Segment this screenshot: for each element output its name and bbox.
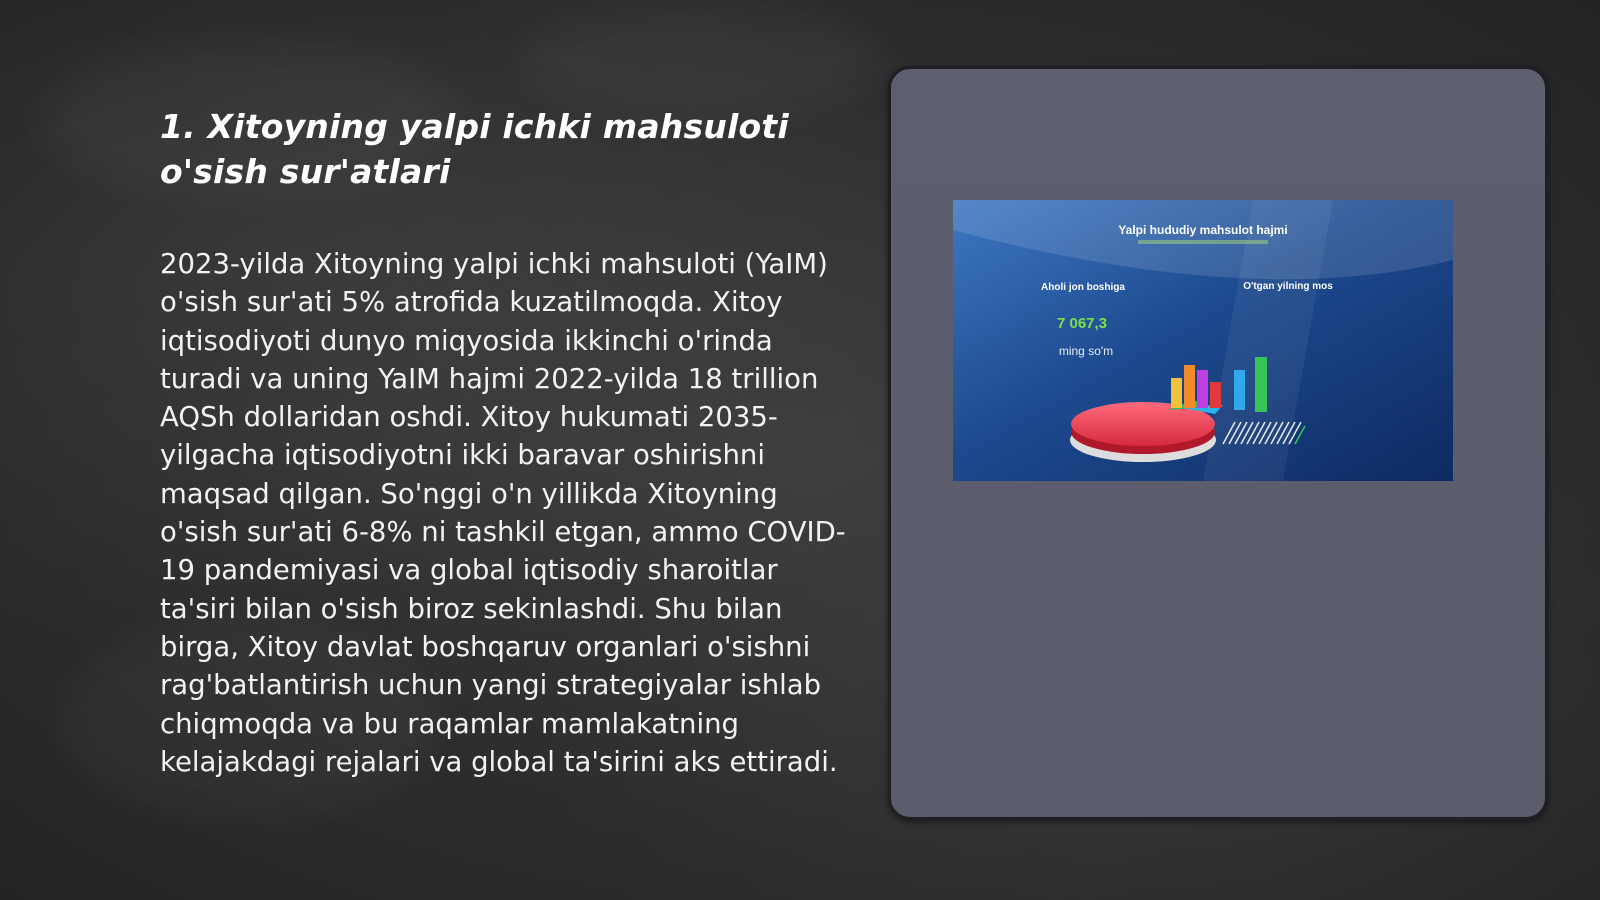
bar-yellow [1171, 378, 1182, 408]
image-heading: Yalpi hududiy mahsulot hajmi [1118, 223, 1288, 237]
image-placeholder-panel [888, 66, 1548, 820]
pie-chart-graphic [1070, 400, 1223, 462]
value-figure: 7 067,3 [1056, 315, 1108, 332]
slide-body-text: 2023-yilda Xitoyning yalpi ichki mahsuloti (YaIM) o'sish sur'ati 5% atrofida kuzatilmoqda. Xitoy iqtisodiyoti dunyo miqyosida ikkinchi o'rinda turadi va uning YaIM hajmi 2022-yilda 18 trillion AQSh dollaridan oshdi. Xitoy hukumati 2035-yilgacha iqtisodiyotni ikki baravar oshirishni maqsad qilgan. So'nggi o'n yillikda Xitoyning o'sish sur'ati 6-8% ni tashkil etgan, ammo COVID-19 pandemiyasi va global iqtisodiy sharoitlar ta'siri bilan o'sish biroz sekinlashdi. Shu bilan birga, Xitoy davlat boshqaruv organlari o'sishni rag'batlantirish uchun yangi strategiyalar ishlab chiqmoqda va bu raqamlar mamlakatning kelajakdagi rejalari va global ta'sirini aks ettiradi. [160, 248, 846, 778]
bar-red [1210, 382, 1221, 408]
bar-purple [1197, 370, 1208, 408]
gdp-infographic-image [953, 200, 1453, 481]
left-caption: Aholi jon boshiga [1041, 282, 1125, 293]
right-caption: O'tgan yilning mos [1243, 281, 1333, 292]
value-unit: ming so'm [1058, 344, 1114, 358]
chalk-texture [520, 0, 880, 120]
slide-title: 1. Xitoyning yalpi ichki mahsuloti o'sish sur'atlari [160, 107, 789, 191]
bar-blue [1234, 370, 1245, 410]
bar-orange [1184, 365, 1195, 408]
subtitle-scribble [1138, 240, 1268, 244]
bar-green [1255, 357, 1267, 412]
